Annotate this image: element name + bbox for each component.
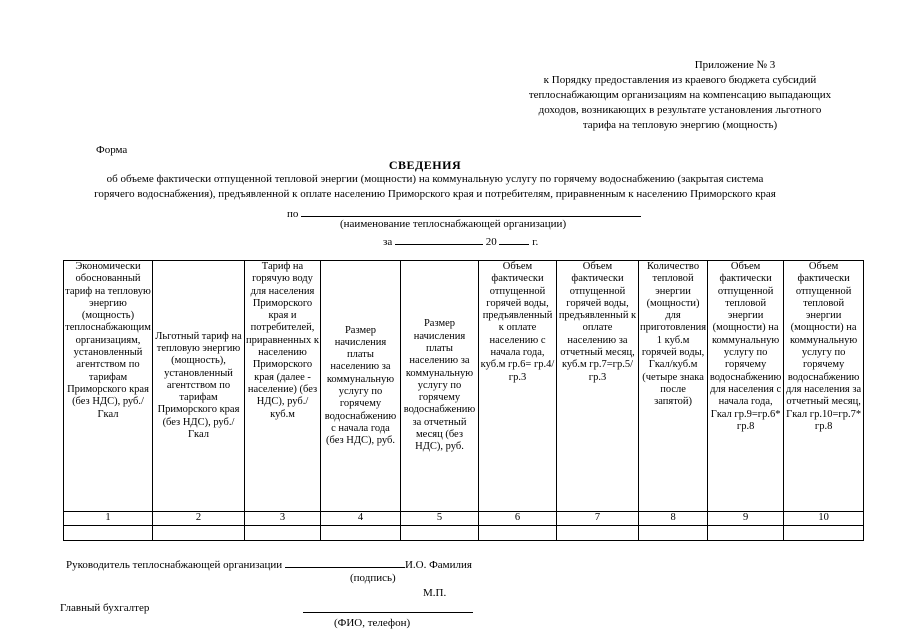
form-label: Форма bbox=[96, 144, 128, 156]
appendix-line: доходов, возникающих в результате установления льготного bbox=[538, 104, 822, 116]
header-cell: Размер начисления платы населению за коммунальную услугу по горячему водоснабжению с начала года (без НДС), руб. bbox=[321, 261, 401, 512]
stamp-place: М.П. bbox=[423, 587, 447, 599]
column-number: 7 bbox=[557, 512, 639, 526]
header-cell: Объем фактически отпущенной горячей воды, предъявленный к оплате населению за отчетный месяц, куб.м гр.7=гр.5/гр.3 bbox=[557, 261, 639, 512]
column-number: 2 bbox=[153, 512, 245, 526]
accountant-caption: (ФИО, телефон) bbox=[334, 617, 411, 629]
organization-name-field[interactable] bbox=[301, 205, 641, 217]
header-cell: Льготный тариф на тепловую энергию (мощность), установленный агентством по тарифам Приморского края (без НДС), руб./Гкал bbox=[153, 261, 245, 512]
appendix-line: тарифа на тепловую энергию (мощность) bbox=[582, 119, 778, 131]
data-cell[interactable] bbox=[64, 526, 153, 541]
column-number: 5 bbox=[401, 512, 479, 526]
period-month-field[interactable] bbox=[395, 234, 483, 245]
column-number: 10 bbox=[784, 512, 864, 526]
data-cell[interactable] bbox=[639, 526, 708, 541]
description-line: горячего водоснабжения), предъявленной к оплате населению Приморского края и потребителям, приравненным к населению Приморского края bbox=[94, 188, 776, 200]
year-prefix: 20 bbox=[485, 236, 497, 248]
header-cell: Объем фактически отпущенной горячей воды, предъявленный к оплате населению с начала года, куб.м гр.6= гр.4/гр.3 bbox=[479, 261, 557, 512]
signature-caption: (подпись) bbox=[350, 572, 396, 584]
column-number: 9 bbox=[708, 512, 784, 526]
period-year-field[interactable] bbox=[499, 234, 529, 245]
po-label: по bbox=[287, 208, 299, 220]
column-number: 1 bbox=[64, 512, 153, 526]
appendix-line: теплоснабжающим организациям на компенсацию выпадающих bbox=[528, 89, 832, 101]
head-label: Руководитель теплоснабжающей организации bbox=[66, 559, 283, 571]
data-cell[interactable] bbox=[479, 526, 557, 541]
appendix-title: Приложение № 3 bbox=[694, 59, 776, 71]
data-cell[interactable] bbox=[784, 526, 864, 541]
description-line: об объеме фактически отпущенной тепловой энергии (мощности) на коммунальную услугу по горячему водоснабжению (закрытая система bbox=[106, 173, 764, 185]
data-cell[interactable] bbox=[153, 526, 245, 541]
header-cell: Количество тепловой энергии (мощности) для приготовления 1 куб.м горячей воды, Гкал/куб.м (четыре знака после запятой) bbox=[639, 261, 708, 512]
header-cell: Объем фактически отпущенной тепловой энергии (мощности) на коммунальную услугу по горячему водоснабжению для населения с начала года, Гкал гр.9=гр.6* гр.8 bbox=[708, 261, 784, 512]
data-cell[interactable] bbox=[245, 526, 321, 541]
year-suffix: г. bbox=[532, 236, 539, 248]
data-entry-row bbox=[64, 526, 864, 541]
column-number: 4 bbox=[321, 512, 401, 526]
column-number: 6 bbox=[479, 512, 557, 526]
data-cell[interactable] bbox=[321, 526, 401, 541]
appendix-line: к Порядку предоставления из краевого бюджета субсидий bbox=[543, 74, 817, 86]
header-cell: Размер начисления платы населению за коммунальную услугу по горячему водоснабжению за отчетный месяц (без НДС), руб. bbox=[401, 261, 479, 512]
data-cell[interactable] bbox=[557, 526, 639, 541]
column-number: 8 bbox=[639, 512, 708, 526]
period-line bbox=[383, 234, 538, 248]
data-cell[interactable] bbox=[401, 526, 479, 541]
header-cell: Тариф на горячую воду для населения Приморского края и потребителей, приравненных к населению Приморского края (далее - население) (без НДС), руб./куб.м bbox=[245, 261, 321, 512]
accountant-label: Главный бухгалтер bbox=[60, 602, 150, 614]
accountant-signature-field[interactable] bbox=[303, 612, 473, 613]
document-description bbox=[20, 172, 850, 202]
data-table bbox=[63, 260, 864, 541]
header-cell: Объем фактически отпущенной тепловой энергии (мощности) на коммунальную услугу по горячему водоснабжению для населения за отчетный месяц, Гкал гр.10=гр.7* гр.8 bbox=[784, 261, 864, 512]
header-cell: Экономически обоснованный тариф на тепловую энергию (мощность) теплоснабжающим организациям, установленный агентством по тарифам Приморского края (без НДС), руб./Гкал bbox=[64, 261, 153, 512]
data-cell[interactable] bbox=[708, 526, 784, 541]
column-number: 3 bbox=[245, 512, 321, 526]
head-signature-line bbox=[66, 557, 472, 571]
organization-caption: (наименование теплоснабжающей организации) bbox=[340, 218, 567, 230]
head-name: И.О. Фамилия bbox=[404, 559, 472, 571]
column-number-row bbox=[64, 512, 864, 526]
za-label: за bbox=[383, 236, 393, 248]
head-signature-field[interactable] bbox=[285, 557, 405, 568]
document-heading: СВЕДЕНИЯ bbox=[388, 158, 462, 172]
table-header-row bbox=[64, 261, 864, 512]
appendix-block bbox=[480, 58, 880, 133]
